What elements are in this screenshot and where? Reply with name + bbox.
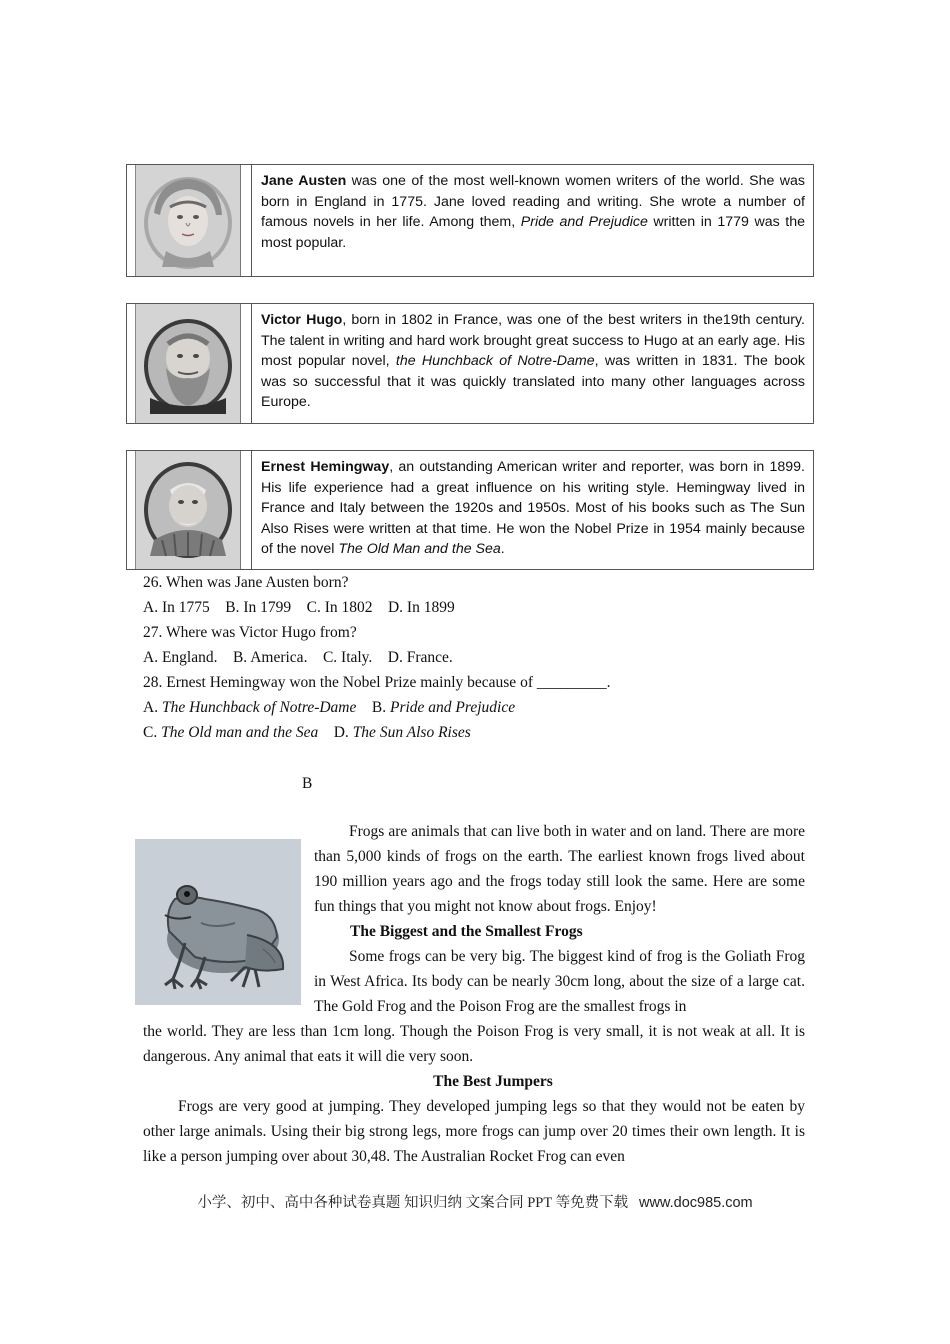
portrait-frame (135, 304, 241, 423)
card-divider (251, 165, 252, 276)
bio-body-end: . (500, 541, 505, 557)
author-name: Jane Austen (261, 173, 347, 189)
bio-body: , an outstanding American writer and reporter, was born in 1899. His life experience had a great influence on his writing style. Hemingway lived in France and Italy between the 1920s and 1950s. Most of his books such as The Sun Also Rises were written at that time. He won the Nobel Prize in 1954 mainly because of the novel (261, 459, 805, 557)
option-a: The Hunchback of Notre-Dame (161, 699, 357, 716)
portrait-bearded-man-icon (140, 314, 236, 414)
paragraph-2-text: Frogs are very good at jumping. They developed jumping legs so that they would not be eaten by other large animals. Using their big strong legs, more frogs can jump over 20 times their own length. It is like a person jumping over about 30,48. The Australian Rocket Frog can even (143, 1098, 805, 1165)
portrait-woman-bonnet-icon (140, 171, 236, 271)
paragraph-1-text: Some frogs can be very big. The biggest kind of frog is the Goliath Frog in West Africa. Its body can be nearly 30cm long, about the size of a large cat. The Gold Frog and the Poison Frog are the smallest frogs in (314, 948, 805, 1015)
bio-text (261, 457, 805, 560)
portrait-man-sweater-icon (140, 460, 236, 560)
question-28-options-ab (143, 698, 515, 718)
paragraph-1-wrapped (314, 944, 805, 1019)
spacer (356, 699, 372, 716)
bio-card-ernest-hemingway (126, 450, 814, 570)
question-27: 27. Where was Victor Hugo from? (143, 624, 357, 641)
bio-text (261, 171, 805, 253)
bio-body: , born in 1802 in France, was one of the best writers in the19th century. The talent in writing and hard work brought great success to Hugo at an early age. His most popular novel, (261, 312, 805, 369)
bio-text (261, 310, 805, 413)
frog-image (135, 839, 301, 1005)
paragraph-2 (143, 1094, 805, 1169)
author-name: Victor Hugo (261, 312, 343, 328)
heading-best-jumpers: The Best Jumpers (433, 1073, 553, 1090)
spacer (628, 1195, 639, 1211)
bio-body-end: written in 1779 was the most popular. (261, 214, 806, 251)
section-label: B (302, 775, 313, 792)
option-label: D. (333, 724, 353, 741)
card-divider (251, 304, 252, 423)
option-label: B. (371, 699, 390, 716)
intro-text: Frogs are animals that can live both in water and on land. There are more than 5,000 kinds of frogs on the earth. The earliest known frogs lived about 190 million years ago and the frogs today still look the same. Here are some fun things that you might not know about frogs. Enjoy! (314, 823, 805, 915)
heading-biggest-smallest: The Biggest and the Smallest Frogs (350, 923, 583, 940)
option-c: The Old man and the Sea (161, 724, 319, 741)
card-divider (251, 451, 252, 569)
spacer (318, 724, 334, 741)
page-footer (0, 1191, 950, 1212)
option-label: C. (143, 724, 162, 741)
question-28-options-cd (143, 723, 471, 743)
question-28: 28. Ernest Hemingway won the Nobel Prize mainly because of _________. (143, 674, 611, 691)
book-title: the Hunchback of Notre-Dame (395, 353, 595, 369)
portrait-frame (135, 451, 241, 569)
footer-text: 小学、初中、高中各种试卷真题 知识归纳 文案合同 PPT 等免费下载 (197, 1195, 629, 1211)
question-26-options: A. In 1775 B. In 1799 C. In 1802 D. In 1899 (143, 599, 455, 616)
question-26: 26. When was Jane Austen born? (143, 574, 349, 591)
bio-card-victor-hugo (126, 303, 814, 424)
option-d: The Sun Also Rises (352, 724, 471, 741)
intro-paragraph (314, 819, 805, 919)
paragraph-1-continued: the world. They are less than 1cm long. Though the Poison Frog is very small, it is not weak at all. It is dangerous. Any animal that eats it will die very soon. (143, 1023, 805, 1065)
bio-body-end: , was written in 1831. The book was so successful that it was quickly translated into many other languages across Europe. (261, 353, 805, 410)
paragraph-1-full (143, 1019, 805, 1069)
book-title: Pride and Prejudice (520, 214, 648, 230)
bio-card-jane-austen (126, 164, 814, 277)
author-name: Ernest Hemingway (261, 459, 390, 475)
option-label: A. (143, 699, 162, 716)
bio-body: was one of the most well-known women writers of the world. She was born in England in 1775. Jane loved reading and writing. She wrote a number of famous novels in her life. Among them, (261, 173, 805, 230)
option-b: Pride and Prejudice (389, 699, 516, 716)
book-title: The Old Man and the Sea (338, 541, 501, 557)
footer-link[interactable]: www.doc985.com (638, 1195, 753, 1211)
frog-icon (135, 839, 301, 1005)
question-27-options: A. England. B. America. C. Italy. D. France. (143, 649, 453, 666)
portrait-frame (135, 165, 241, 276)
